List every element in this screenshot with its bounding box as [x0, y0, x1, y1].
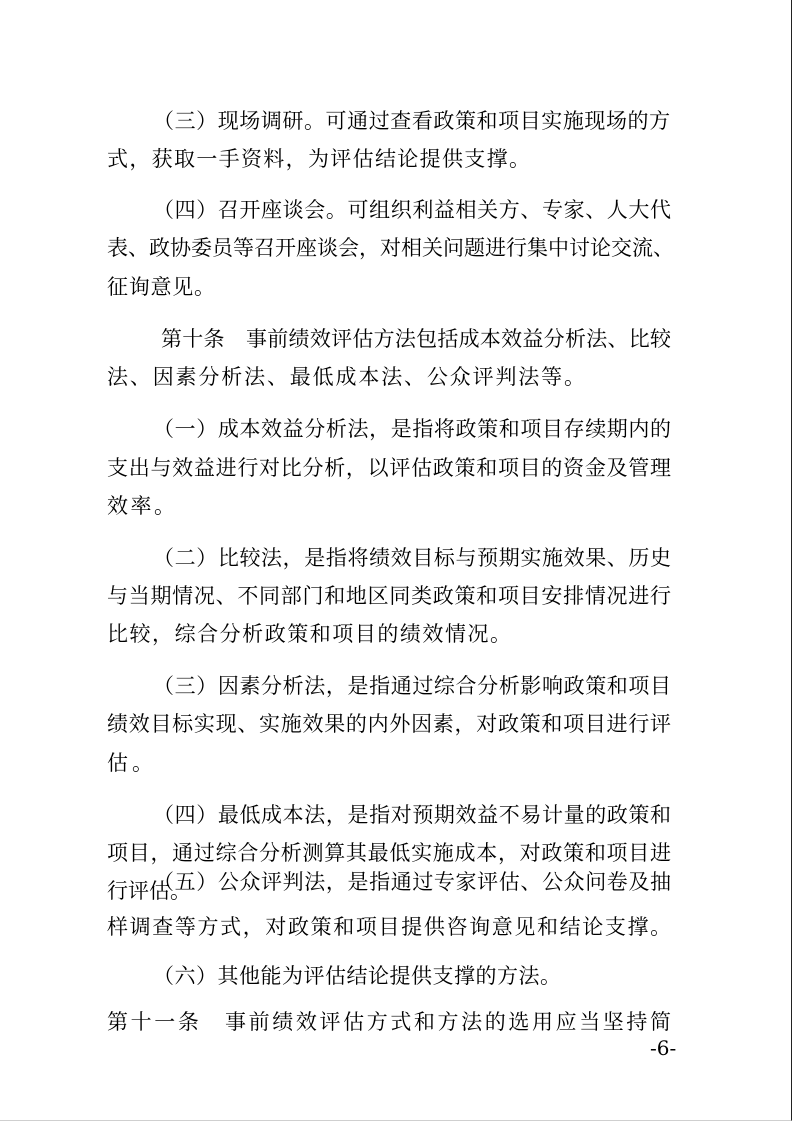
text-line: （四）最低成本法，是指对预期效益不易计量的政策和 — [153, 803, 672, 827]
text-line: 法、因素分析法、最低成本法、公众评判法等。 — [107, 365, 587, 389]
text-line: 与当期情况、不同部门和地区同类政策和项目安排情况进行 — [107, 584, 672, 608]
text-line: 支出与效益进行对比分析，以评估政策和项目的资金及管理 — [107, 456, 672, 480]
text-line: 比较，综合分析政策和项目的绩效情况。 — [107, 622, 513, 646]
text-line: （三）现场调研。可通过查看政策和项目实施现场的方 — [153, 109, 671, 133]
text-line: （四）召开座谈会。可组织利益相关方、专家、人大代 — [153, 198, 672, 222]
text-line: 第十一条 事前绩效评估方式和方法的选用应当坚持简 — [107, 1010, 674, 1034]
text-line: 样调查等方式，对政策和项目提供咨询意见和结论支撑。 — [107, 915, 673, 939]
text-line: 征询意见。 — [107, 275, 216, 299]
text-line: 绩效目标实现、实施效果的内外因素，对政策和项目进行评 — [107, 712, 672, 736]
text-line: （二）比较法，是指将绩效目标与预期实施效果、历史 — [153, 546, 672, 570]
text-line: 式，获取一手资料，为评估结论提供支撑。 — [107, 147, 532, 171]
text-line: 估。 — [107, 751, 157, 775]
text-line: （五）公众评判法，是指通过专家评估、公众问卷及抽 — [153, 870, 672, 894]
text-line: （六）其他能为评估结论提供支撑的方法。 — [153, 964, 562, 988]
text-line: （一）成本效益分析法，是指将政策和项目存续期内的 — [153, 417, 672, 441]
page-number: -6- — [650, 1036, 677, 1060]
text-line: 表、政协委员等召开座谈会，对相关问题进行集中讨论交流、 — [107, 236, 674, 260]
text-line: 项目，通过综合分析测算其最低实施成本，对政策和项目进 — [107, 841, 672, 865]
text-line: （三）因素分析法，是指通过综合分析影响政策和项目 — [153, 674, 672, 698]
text-line: 第十条 事前绩效评估方法包括成本效益分析法、比较 — [161, 327, 672, 351]
text-line: 行评估。 — [107, 879, 191, 903]
text-line: 效率。 — [107, 494, 178, 518]
